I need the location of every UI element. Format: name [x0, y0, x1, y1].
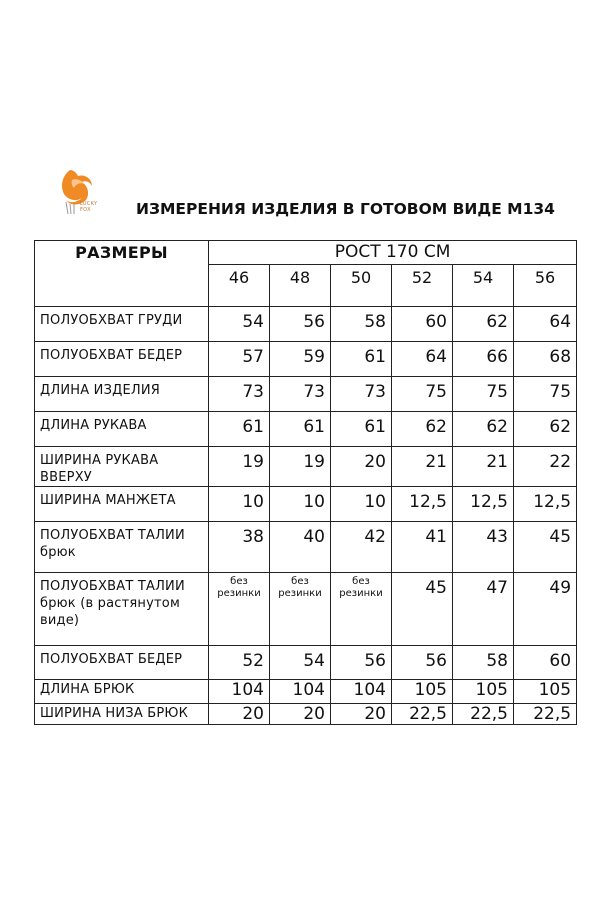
value-cell: 22,5	[514, 704, 577, 725]
value-cell: 42	[331, 522, 392, 573]
value-cell: 61	[331, 412, 392, 447]
value-cell: без резинки	[209, 573, 270, 646]
value-cell: 104	[331, 680, 392, 704]
value-cell: 64	[514, 307, 577, 342]
value-cell: 105	[392, 680, 453, 704]
table-row	[35, 646, 577, 680]
value-cell: 73	[270, 377, 331, 412]
value-cell: 40	[270, 522, 331, 573]
value-cell: 49	[514, 573, 577, 646]
logo-text: LUCKY FOX	[80, 201, 98, 213]
value-cell: 52	[209, 646, 270, 680]
value-cell: 105	[514, 680, 577, 704]
value-cell: 19	[209, 447, 270, 487]
value-cell: 45	[514, 522, 577, 573]
height-header: РОСТ 170 СМ	[209, 241, 577, 265]
table-row	[35, 522, 577, 573]
table-row	[35, 447, 577, 487]
value-cell: 56	[331, 646, 392, 680]
row-label: ПОЛУОБХВАТ ТАЛИИ брюк	[35, 522, 209, 573]
value-cell: 66	[453, 342, 514, 377]
value-cell: 20	[270, 704, 331, 725]
value-cell: 20	[331, 447, 392, 487]
size-header-cell: 56	[514, 265, 577, 307]
row-label: ПОЛУОБХВАТ БЕДЕР	[35, 646, 209, 680]
value-cell: 10	[270, 487, 331, 522]
value-cell: 58	[331, 307, 392, 342]
table-row	[35, 680, 577, 704]
row-label: ПОЛУОБХВАТ БЕДЕР	[35, 342, 209, 377]
table-row	[35, 573, 577, 646]
value-cell: 38	[209, 522, 270, 573]
row-label: ДЛИНА ИЗДЕЛИЯ	[35, 377, 209, 412]
table-row	[35, 342, 577, 377]
value-cell: 61	[209, 412, 270, 447]
value-cell: 73	[209, 377, 270, 412]
size-header-cell: 50	[331, 265, 392, 307]
table-row	[35, 412, 577, 447]
value-cell: 10	[331, 487, 392, 522]
value-cell: 73	[331, 377, 392, 412]
value-cell: 57	[209, 342, 270, 377]
table-row	[35, 704, 577, 725]
value-cell: 12,5	[453, 487, 514, 522]
row-label: ДЛИНА РУКАВА	[35, 412, 209, 447]
size-header-cell: 48	[270, 265, 331, 307]
value-cell: 22,5	[392, 704, 453, 725]
size-header-cell: 46	[209, 265, 270, 307]
size-header-cell: 52	[392, 265, 453, 307]
value-cell: 68	[514, 342, 577, 377]
row-label: ПОЛУОБХВАТ ГРУДИ	[35, 307, 209, 342]
value-cell: 62	[514, 412, 577, 447]
value-cell: 75	[514, 377, 577, 412]
value-cell: 56	[392, 646, 453, 680]
value-cell: 20	[209, 704, 270, 725]
value-cell: 54	[270, 646, 331, 680]
size-table	[34, 240, 577, 725]
table-row	[35, 487, 577, 522]
value-cell: 62	[392, 412, 453, 447]
row-label: ШИРИНА РУКАВА ВВЕРХУ	[35, 447, 209, 487]
value-cell: 43	[453, 522, 514, 573]
row-label: ШИРИНА МАНЖЕТА	[35, 487, 209, 522]
value-cell: 41	[392, 522, 453, 573]
value-cell: 61	[270, 412, 331, 447]
value-cell: 60	[514, 646, 577, 680]
row-label: ШИРИНА НИЗА БРЮК	[35, 704, 209, 725]
value-cell: 45	[392, 573, 453, 646]
value-cell: без резинки	[331, 573, 392, 646]
value-cell: 12,5	[392, 487, 453, 522]
value-cell: 61	[331, 342, 392, 377]
value-cell: 60	[392, 307, 453, 342]
row-label: ДЛИНА БРЮК	[35, 680, 209, 704]
fox-logo-icon	[56, 168, 100, 222]
table-row	[35, 307, 577, 342]
value-cell: 56	[270, 307, 331, 342]
value-cell: 64	[392, 342, 453, 377]
value-cell: 10	[209, 487, 270, 522]
value-cell: 75	[392, 377, 453, 412]
value-cell: 59	[270, 342, 331, 377]
page-title: ИЗМЕРЕНИЯ ИЗДЕЛИЯ В ГОТОВОМ ВИДЕ М134	[136, 200, 555, 218]
value-cell: 20	[331, 704, 392, 725]
value-cell: 21	[453, 447, 514, 487]
size-header-cell: 54	[453, 265, 514, 307]
value-cell: 62	[453, 412, 514, 447]
row-label: ПОЛУОБХВАТ ТАЛИИ брюк (в растянутом виде)	[35, 573, 209, 646]
value-cell: 104	[209, 680, 270, 704]
value-cell: 19	[270, 447, 331, 487]
value-cell: 21	[392, 447, 453, 487]
table-row	[35, 377, 577, 412]
value-cell: 75	[453, 377, 514, 412]
value-cell: 54	[209, 307, 270, 342]
value-cell: 12,5	[514, 487, 577, 522]
value-cell: 105	[453, 680, 514, 704]
value-cell: 62	[453, 307, 514, 342]
value-cell: 47	[453, 573, 514, 646]
value-cell: 22	[514, 447, 577, 487]
value-cell: 58	[453, 646, 514, 680]
value-cell: без резинки	[270, 573, 331, 646]
value-cell: 104	[270, 680, 331, 704]
value-cell: 22,5	[453, 704, 514, 725]
sizes-header: РАЗМЕРЫ	[35, 241, 209, 307]
